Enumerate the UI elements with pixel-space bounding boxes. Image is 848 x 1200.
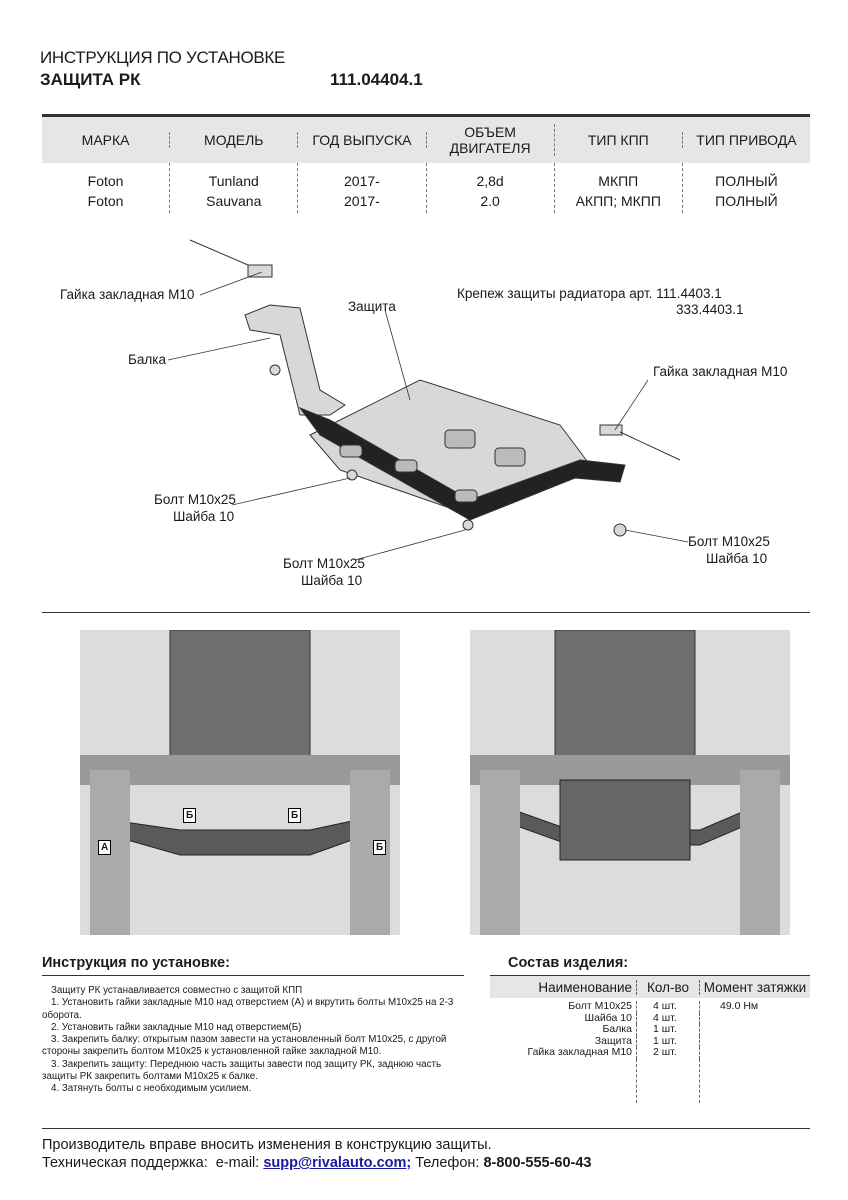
- part-name: Шайба 10: [490, 1013, 637, 1025]
- cell: МКПП: [598, 173, 639, 189]
- support-email-link[interactable]: supp@rivalauto.com;: [263, 1155, 412, 1171]
- part-name: Гайка закладная М10: [490, 1047, 637, 1059]
- cell-col: [683, 163, 810, 213]
- label-washer-left: Шайба 10: [173, 509, 235, 524]
- col-header: ТИП ПРИВОДА: [696, 132, 797, 148]
- composition-table: [490, 975, 810, 1103]
- instruction-line: 2. Установить гайки закладные М10 над отверстием(Б): [51, 1021, 302, 1033]
- label-nut-left: Гайка закладная М10: [60, 287, 195, 302]
- marker-a: А: [98, 840, 111, 855]
- leader-line: [190, 240, 255, 268]
- col-header: ГОД ВЫПУСКА: [298, 132, 426, 148]
- cell: Foton: [87, 173, 124, 189]
- composition-title: Состав изделия:: [508, 955, 629, 971]
- cell: ПОЛНЫЙ: [715, 173, 778, 189]
- instruction-line: 3. Закрепить защиту: Переднюю часть защиты завести под защиту РК, заднюю часть защиты РК закрепить болтами М10х25 к балке.: [42, 1058, 442, 1083]
- col-header: Наименование: [490, 980, 637, 995]
- label-bolt-left: Болт М10х25: [154, 492, 236, 507]
- marker-b: Б: [288, 808, 301, 823]
- label-bolt-right: Болт М10х25: [688, 534, 770, 549]
- part-torque: [700, 1024, 810, 1036]
- cell: Sauvana: [206, 193, 262, 209]
- divider: [42, 975, 464, 976]
- col-header: Момент затяжки: [703, 979, 807, 995]
- cell: 2017-: [344, 193, 380, 209]
- footer-note: Производитель вправе вносить изменения в конструкцию защиты.: [42, 1137, 492, 1153]
- table-row: [490, 1013, 810, 1025]
- instruction-line: Защиту РК устанавливается совместно с защитой КПП: [51, 985, 303, 996]
- instruction-line: 1. Установить гайки закладные М10 над отверстием (А) и вкрутить болты М10х25 на 2-3 оборота.: [42, 997, 454, 1021]
- cell-col: [555, 163, 683, 213]
- support-line: [42, 1155, 592, 1171]
- section-divider: [42, 612, 810, 613]
- doc-title: ИНСТРУКЦИЯ ПО УСТАНОВКЕ: [40, 48, 286, 67]
- marker-b: Б: [183, 808, 196, 823]
- part-qty: 1 шт.: [637, 1024, 700, 1036]
- part-torque: [700, 1013, 810, 1025]
- instructions-body: [42, 985, 472, 1096]
- col-header: МАРКА: [42, 132, 170, 148]
- instructions-title: Инструкция по установке:: [42, 955, 230, 971]
- part-name: Балка: [490, 1024, 637, 1036]
- part-name: Болт М10х25: [490, 1001, 637, 1013]
- label-radiator-mount: Крепеж защиты радиатора арт. 111.4403.1: [457, 286, 722, 301]
- part-qty: 4 шт.: [637, 1013, 700, 1025]
- table-row: [490, 998, 810, 1013]
- nut-left-part: [248, 265, 272, 277]
- part-torque: 49.0 Нм: [720, 1000, 759, 1012]
- vehicle-spec-table: [42, 114, 810, 213]
- part-name: Защита: [490, 1036, 637, 1048]
- part-torque: [700, 1036, 810, 1048]
- label-beam: Балка: [128, 352, 166, 367]
- part-qty: 4 шт.: [637, 1001, 700, 1013]
- cell: Tunland: [208, 173, 259, 189]
- cell: 2,8d: [476, 173, 504, 189]
- label-bolt-mid: Болт М10х25: [283, 556, 365, 571]
- label-nut-right: Гайка закладная М10: [653, 364, 788, 379]
- spec-header-row: [42, 117, 810, 163]
- cell: 2017-: [344, 173, 380, 189]
- support-phone: 8-800-555-60-43: [483, 1155, 592, 1171]
- part-qty: 1 шт.: [637, 1036, 700, 1048]
- product-name: ЗАЩИТА РК: [40, 70, 141, 89]
- cell: ПОЛНЫЙ: [715, 193, 778, 209]
- label-radiator-mount-alt: 333.4403.1: [676, 302, 744, 317]
- col-header: Кол-во: [637, 980, 700, 995]
- support-prefix: Техническая поддержка: e-mail:: [42, 1155, 264, 1171]
- col-header: ТИП КПП: [555, 132, 683, 148]
- label-washer-right: Шайба 10: [706, 551, 768, 566]
- beam-part: [245, 305, 345, 415]
- label-shield: Защита: [348, 299, 396, 314]
- cell: 2.0: [480, 193, 500, 209]
- cell-col: [298, 163, 426, 213]
- article-number: 111.04404.1: [330, 70, 423, 89]
- cell: АКПП; МКПП: [575, 193, 661, 209]
- table-row: [490, 1047, 810, 1059]
- bolt-part: [270, 365, 280, 375]
- col-header: ОБЪЕМ ДВИГАТЕЛЯ: [427, 124, 555, 156]
- instruction-line: 4. Затянуть болты с необходимым усилием.: [51, 1083, 252, 1095]
- label-washer-mid: Шайба 10: [301, 573, 363, 588]
- photo-step-after: [470, 630, 790, 935]
- col-header: МОДЕЛЬ: [170, 132, 298, 148]
- footer-divider: [42, 1128, 810, 1129]
- cell: Foton: [87, 193, 124, 209]
- marker-b: Б: [373, 840, 386, 855]
- photo-step-before: [80, 630, 400, 935]
- cell-col: [427, 163, 555, 213]
- part-qty: 2 шт.: [637, 1047, 700, 1059]
- cell-col: [170, 163, 298, 213]
- nut-right-part: [600, 425, 622, 435]
- spec-data: [42, 163, 810, 213]
- composition-header: [490, 976, 810, 998]
- table-filler: [490, 1059, 810, 1103]
- instruction-line: 3. Закрепить балку: открытым пазом завести на установленный болт М10х25, с другой стороны закрепить болтом М10х25 к установленной гайке закладной М10.: [42, 1034, 447, 1058]
- cell-col: [42, 163, 170, 213]
- part-torque: [700, 1047, 810, 1059]
- table-row: [490, 1024, 810, 1036]
- phone-prefix: Телефон:: [411, 1155, 484, 1171]
